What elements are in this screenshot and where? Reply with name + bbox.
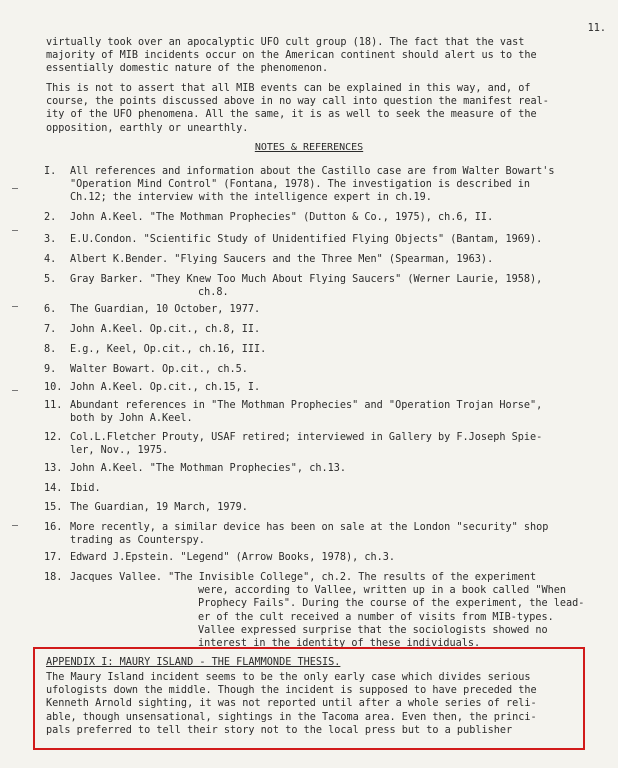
note-item <box>44 273 594 299</box>
margin-mark <box>12 306 18 307</box>
note-number: 10. <box>44 382 63 393</box>
text-line: John A.Keel. Op.cit., ch.8, II. <box>70 324 261 335</box>
text-line: Kenneth Arnold sighting, it was not reported until after a whole series of reli- <box>46 698 537 710</box>
margin-mark <box>12 390 18 391</box>
text-line: able, though unsensational, sightings in the Tacoma area. Even then, the princi- <box>46 711 537 723</box>
note-text <box>70 211 594 224</box>
appendix-heading: APPENDIX I: MAURY ISLAND - THE FLAMMONDE THESIS. <box>46 657 341 668</box>
text-line: Abundant references in "The Mothman Prophecies" and "Operation Trojan Horse", <box>70 400 543 411</box>
note-text <box>70 399 594 425</box>
note-number: 12. <box>44 432 63 443</box>
text-line: were, according to Vallee, written up in a book called "When <box>198 585 567 597</box>
note-text <box>70 303 594 316</box>
text-line: E.U.Condon. "Scientific Study of Unidentified Flying Objects" (Bantam, 1969). <box>70 234 543 245</box>
text-line: John A.Keel. "The Mothman Prophecies" (Dutton & Co., 1975), ch.6, II. <box>70 212 494 223</box>
note-number: 4. <box>44 254 57 265</box>
note-item <box>44 551 594 564</box>
margin-mark <box>12 230 18 231</box>
note-item <box>44 233 594 246</box>
text-line: The Guardian, 10 October, 1977. <box>70 304 261 315</box>
note-number: 14. <box>44 483 63 494</box>
text-line: Prophecy Fails". During the course of the experiment, the lead- <box>198 598 585 610</box>
text-line: essentially domestic nature of the phenomenon. <box>46 63 329 75</box>
note-item <box>44 253 594 266</box>
text-line: ufologists down the middle. Though the incident is supposed to have preceded the <box>46 685 537 697</box>
text-line: virtually took over an apocalyptic UFO cult group (18). The fact that the vast <box>46 37 525 48</box>
text-line: Albert K.Bender. "Flying Saucers and the Three Men" (Spearman, 1963). <box>70 254 494 265</box>
text-line: John A.Keel. Op.cit., ch.15, I. <box>70 382 261 393</box>
page-number: 11. <box>587 23 606 34</box>
note-text <box>70 501 594 514</box>
note-number: 8. <box>44 344 57 355</box>
text-line: trading as Counterspy. <box>70 535 205 547</box>
text-line: Ch.12; the interview with the intelligence expert in ch.19. <box>70 192 432 204</box>
note-number: 9. <box>44 364 57 375</box>
note-item <box>44 571 594 650</box>
note-text <box>70 462 594 475</box>
note-text <box>70 381 594 394</box>
text-line: Ibid. <box>70 483 101 494</box>
text-line: The Guardian, 19 March, 1979. <box>70 502 248 513</box>
text-line: Walter Bowart. Op.cit., ch.5. <box>70 364 248 375</box>
note-number: 5. <box>44 274 57 285</box>
note-text <box>70 323 594 336</box>
note-text <box>70 571 594 650</box>
note-item <box>44 165 594 205</box>
note-item <box>44 399 594 425</box>
note-text <box>70 273 594 299</box>
note-number: 11. <box>44 400 63 411</box>
note-number: 7. <box>44 324 57 335</box>
note-number: I. <box>44 166 57 177</box>
text-line: The Maury Island incident seems to be the only early case which divides serious <box>46 672 531 683</box>
margin-mark <box>12 188 18 189</box>
note-number: 6. <box>44 304 57 315</box>
text-line: More recently, a similar device has been on sale at the London "security" shop <box>70 522 549 533</box>
text-line: pals preferred to tell their story not to the local press but to a publisher <box>46 724 513 736</box>
note-text <box>70 363 594 376</box>
text-line: er of the cult received a number of visits from MIB-types. <box>198 611 554 623</box>
note-item <box>44 482 594 495</box>
note-item <box>44 462 594 475</box>
text-line: opposition, earthly or unearthly. <box>46 122 249 134</box>
note-item <box>44 343 594 356</box>
text-line: Vallee expressed surprise that the sociologists showed no <box>198 624 548 636</box>
intro-paragraph-2 <box>46 82 591 135</box>
notes-heading: NOTES & REFERENCES <box>254 142 364 153</box>
text-line: E.g., Keel, Op.cit., ch.16, III. <box>70 344 267 355</box>
text-line: ler, Nov., 1975. <box>70 445 169 457</box>
note-text <box>70 233 594 246</box>
text-line: ity of the UFO phenomena. All the same, it is as well to seek the measure of the <box>46 109 537 121</box>
note-text <box>70 551 594 564</box>
note-number: 13. <box>44 463 63 474</box>
text-line: course, the points discussed above in no way call into question the manifest real- <box>46 96 549 108</box>
note-item <box>44 381 594 394</box>
text-line: both by John A.Keel. <box>70 413 193 425</box>
text-line: Edward J.Epstein. "Legend" (Arrow Books, 1978), ch.3. <box>70 552 396 563</box>
note-item <box>44 431 594 457</box>
text-line: ch.8. <box>198 287 229 299</box>
note-item <box>44 303 594 316</box>
text-line: Col.L.Fletcher Prouty, USAF retired; interviewed in Gallery by F.Joseph Spie- <box>70 432 543 443</box>
appendix-paragraph <box>46 671 581 737</box>
note-text <box>70 521 594 547</box>
note-item <box>44 501 594 514</box>
text-line: All references and information about the Castillo case are from Walter Bowart's <box>70 166 555 177</box>
note-number: 2. <box>44 212 57 223</box>
note-item <box>44 323 594 336</box>
note-text <box>70 343 594 356</box>
margin-mark <box>12 525 18 526</box>
note-number: 18. <box>44 572 63 583</box>
note-item <box>44 521 594 547</box>
note-text <box>70 431 594 457</box>
text-line: John A.Keel. "The Mothman Prophecies", ch.13. <box>70 463 347 474</box>
note-text <box>70 253 594 266</box>
intro-paragraph-1 <box>46 36 591 76</box>
note-item <box>44 211 594 224</box>
note-number: 3. <box>44 234 57 245</box>
note-text <box>70 165 594 205</box>
text-line: Jacques Vallee. "The Invisible College", ch.2. The results of the experiment <box>70 572 537 583</box>
text-line: This is not to assert that all MIB events can be explained in this way, and, of <box>46 83 531 94</box>
note-number: 17. <box>44 552 63 563</box>
text-line: interest in the identity of these individuals. <box>198 638 481 650</box>
text-line: Gray Barker. "They Knew Too Much About Flying Saucers" (Werner Laurie, 1958), <box>70 274 543 285</box>
text-line: majority of MIB incidents occur on the American continent should alert us to the <box>46 50 537 62</box>
text-line: "Operation Mind Control" (Fontana, 1978). The investigation is described in <box>70 179 531 191</box>
note-item <box>44 363 594 376</box>
note-number: 16. <box>44 522 63 533</box>
note-text <box>70 482 594 495</box>
note-number: 15. <box>44 502 63 513</box>
